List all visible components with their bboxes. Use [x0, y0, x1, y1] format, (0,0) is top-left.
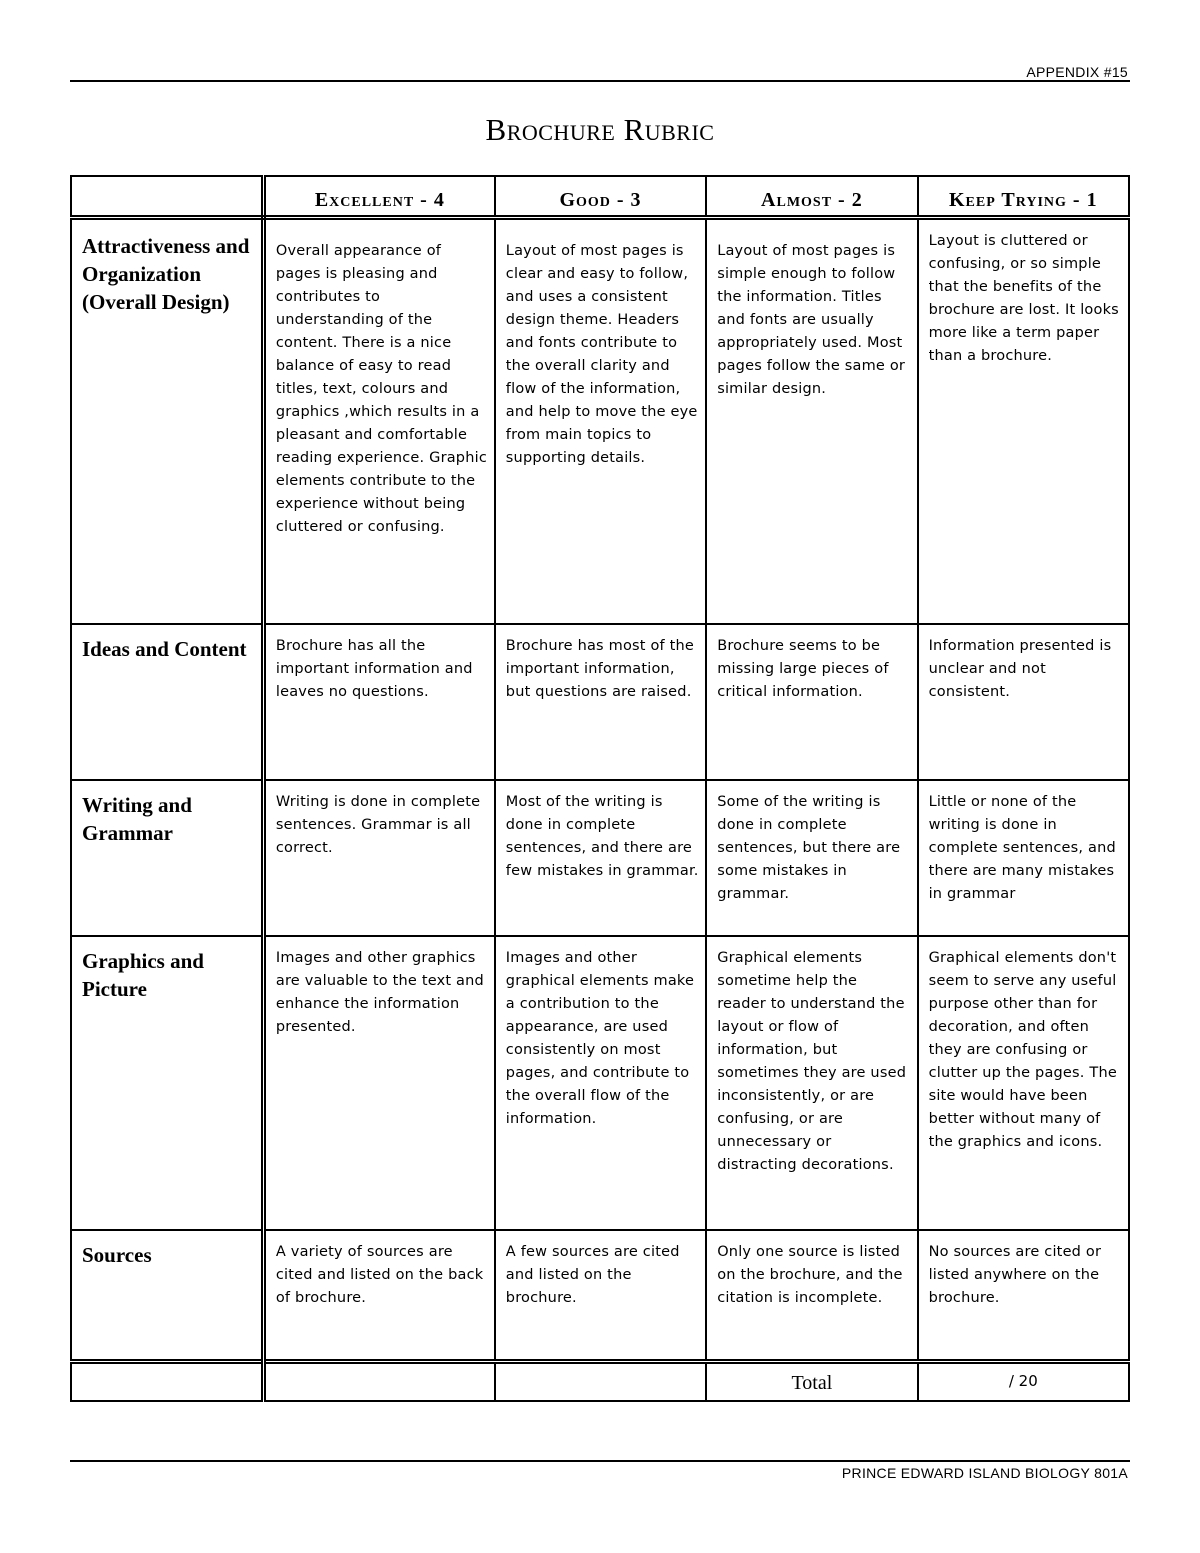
- descriptor-cell: [918, 218, 1129, 624]
- descriptor-text: Brochure seems to be missing large pieces of critical information.: [717, 637, 889, 700]
- descriptor-cell: [263, 218, 494, 624]
- descriptor-cell: [495, 218, 706, 624]
- descriptor-text: Layout of most pages is simple enough to follow the information. Titles and fonts are usually appropriately used. Most pages follow the same or similar design.: [717, 243, 906, 397]
- criterion-label: Writing and Grammar: [82, 792, 192, 845]
- criterion-label: Attractiveness and Organization (Overall Design): [82, 234, 250, 314]
- descriptor-cell: [918, 624, 1129, 780]
- total-label: Total: [791, 1372, 833, 1394]
- descriptor-text: A variety of sources are cited and listed on the back of brochure.: [275, 1243, 484, 1306]
- total-empty-cell: [495, 1362, 706, 1402]
- total-empty-cell: [71, 1362, 263, 1402]
- descriptor-text: No sources are cited or listed anywhere on the brochure.: [928, 1243, 1102, 1306]
- descriptor-cell: [263, 624, 494, 780]
- descriptor-cell: [706, 936, 917, 1230]
- descriptor-text: Images and other graphical elements make a contribution to the appearance, are used consistently on most pages, and contribute to the overall flow of the information.: [505, 949, 695, 1127]
- descriptor-cell: [495, 780, 706, 936]
- total-score-cell: [918, 1362, 1129, 1402]
- descriptor-text: Only one source is listed on the brochure, and the citation is incomplete.: [717, 1243, 903, 1306]
- descriptor-text: Layout of most pages is clear and easy to follow, and uses a consistent design theme. Headers and fonts contribute to the overall clarity and flow of the information, and help to move the eye from main topics to supporting details.: [505, 243, 698, 466]
- criterion-cell: [71, 780, 263, 936]
- rubric-row: [71, 780, 1129, 936]
- total-row: [71, 1362, 1129, 1402]
- criterion-cell: [71, 1230, 263, 1362]
- level-almost: Almost - 2: [761, 189, 863, 211]
- descriptor-cell: [495, 624, 706, 780]
- rubric-row: [71, 1230, 1129, 1362]
- total-label-cell: [706, 1362, 917, 1402]
- descriptor-text: Most of the writing is done in complete sentences, and there are few mistakes in grammar.: [505, 793, 699, 879]
- descriptor-cell: [918, 936, 1129, 1230]
- criterion-label: Ideas and Content: [82, 636, 247, 661]
- criterion-cell: [71, 936, 263, 1230]
- total-score: / 20: [1008, 1372, 1038, 1390]
- descriptor-text: Some of the writing is done in complete sentences, but there are some mistakes in grammar.: [717, 793, 901, 902]
- corner-cell: [71, 176, 263, 218]
- descriptor-cell: [495, 1230, 706, 1362]
- descriptor-text: Overall appearance of pages is pleasing and contributes to understanding of the content. There is a nice balance of easy to read titles, text, colours and graphics ,which results in a pleasant and comfortable reading experience. Graphic elements contribute to the experience without being cluttered or confusing.: [275, 243, 488, 535]
- criterion-label: Sources: [82, 1242, 152, 1267]
- level-keep-trying: Keep Trying - 1: [948, 189, 1098, 211]
- descriptor-text: A few sources are cited and listed on the brochure.: [505, 1243, 680, 1306]
- total-empty-cell: [263, 1362, 494, 1402]
- descriptor-text: Images and other graphics are valuable to the text and enhance the information presented.: [275, 949, 484, 1035]
- descriptor-cell: [263, 936, 494, 1230]
- descriptor-cell: [918, 780, 1129, 936]
- criterion-cell: [71, 218, 263, 624]
- rubric-table: [70, 175, 1130, 1402]
- descriptor-cell: [706, 218, 917, 624]
- level-header: [495, 176, 706, 218]
- level-good: Good - 3: [559, 189, 642, 211]
- level-excellent: Excellent - 4: [314, 189, 445, 211]
- descriptor-text: Brochure has most of the important information, but questions are raised.: [505, 637, 695, 700]
- descriptor-cell: [495, 936, 706, 1230]
- descriptor-cell: [918, 1230, 1129, 1362]
- descriptor-cell: [706, 1230, 917, 1362]
- footer-label: PRINCE EDWARD ISLAND BIOLOGY 801A: [841, 1465, 1128, 1481]
- rubric-header-row: [71, 176, 1129, 218]
- descriptor-cell: [263, 1230, 494, 1362]
- descriptor-text: Information presented is unclear and not consistent.: [928, 637, 1112, 700]
- rubric-row: [71, 936, 1129, 1230]
- rubric-row: [71, 218, 1129, 624]
- descriptor-cell: [706, 780, 917, 936]
- criterion-label: Graphics and Picture: [82, 948, 204, 1001]
- descriptor-text: Graphical elements sometime help the reader to understand the layout or flow of information, but sometimes they are used inconsistently, or are confusing, or are unnecessary or distracting decorations.: [717, 949, 907, 1173]
- appendix-label: APPENDIX #15: [1026, 64, 1128, 80]
- rubric-row: [71, 624, 1129, 780]
- descriptor-text: Little or none of the writing is done in complete sentences, and there are many mistakes in grammar: [928, 793, 1116, 902]
- descriptor-cell: [263, 780, 494, 936]
- level-header: [263, 176, 494, 218]
- page-title: Brochure Rubric: [485, 112, 715, 147]
- descriptor-text: Graphical elements don't seem to serve any useful purpose other than for decoration, and often they are confusing or clutter up the pages. The site would have been better without many of the graphics and icons.: [928, 949, 1117, 1150]
- descriptor-text: Brochure has all the important information and leaves no questions.: [275, 637, 473, 700]
- descriptor-cell: [706, 624, 917, 780]
- descriptor-text: Writing is done in complete sentences. Grammar is all correct.: [275, 793, 481, 856]
- level-header: [706, 176, 917, 218]
- criterion-cell: [71, 624, 263, 780]
- header-rule: [70, 80, 1130, 82]
- level-header: [918, 176, 1129, 218]
- descriptor-text: Layout is cluttered or confusing, or so simple that the benefits of the brochure are lost. It looks more like a term paper than a brochure.: [928, 233, 1119, 364]
- footer-rule: [70, 1460, 1130, 1462]
